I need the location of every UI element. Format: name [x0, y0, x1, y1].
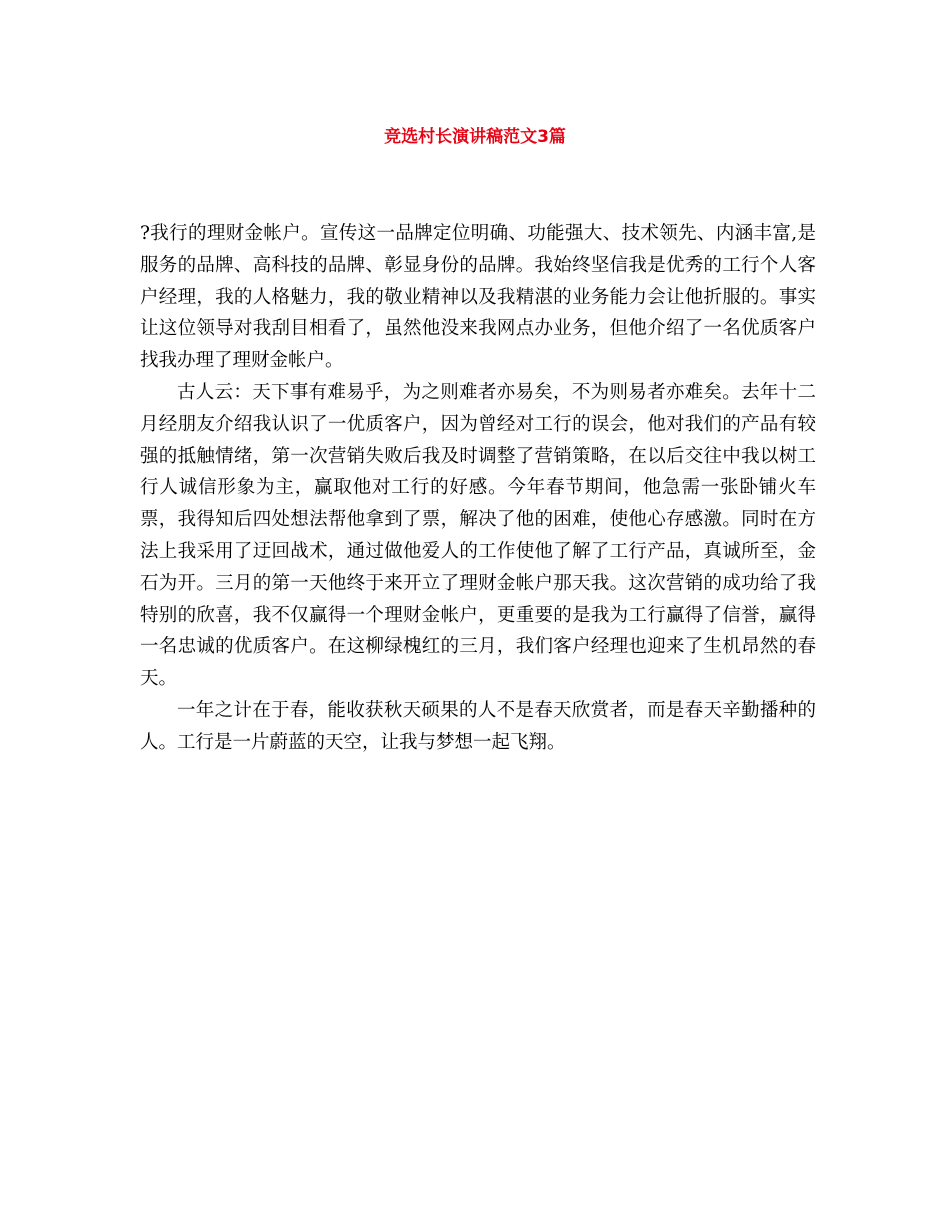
document-body	[140, 218, 816, 759]
paragraph: 古人云：天下事有难易乎，为之则难者亦易矣，不为则易者亦难矣。去年十二月经朋友介绍我认识了一优质客户，因为曾经对工行的误会，他对我们的产品有较强的抵触情绪，第一次营销失败后我及时调整了营销策略，在以后交往中我以树工行人诚信形象为主，赢取他对工行的好感。今年春节期间，他急需一张卧铺火车票，我得知后四处想法帮他拿到了票，解决了他的困难，使他心存感激。同时在方法上我采用了迂回战术，通过做他爱人的工作使他了解了工行产品，真诚所至，金石为开。三月的第一天他终于来开立了理财金帐户那天我。这次营销的成功给了我特别的欣喜，我不仅赢得一个理财金帐户，更重要的是我为工行赢得了信誉，赢得一名忠诚的优质客户。在这柳绿槐红的三月，我们客户经理也迎来了生机昂然的春天。	[140, 381, 816, 690]
paragraph: 一年之计在于春，能收获秋天硕果的人不是春天欣赏者，而是春天辛勤播种的人。工行是一片蔚蓝的天空，让我与梦想一起飞翔。	[140, 699, 816, 753]
document-title: 竞选村长演讲稿范文3篇	[384, 127, 566, 147]
paragraph: ?我行的理财金帐户。宣传这一品牌定位明确、功能强大、技术领先、内涵丰富,是服务的品牌、高科技的品牌、彰显身份的品牌。我始终坚信我是优秀的工行个人客户经理，我的人格魅力，我的敬业精神以及我精湛的业务能力会让他折服的。事实让这位领导对我刮目相看了，虽然他没来我网点办业务，但他介绍了一名优质客户找我办理了理财金帐户。	[140, 223, 816, 372]
